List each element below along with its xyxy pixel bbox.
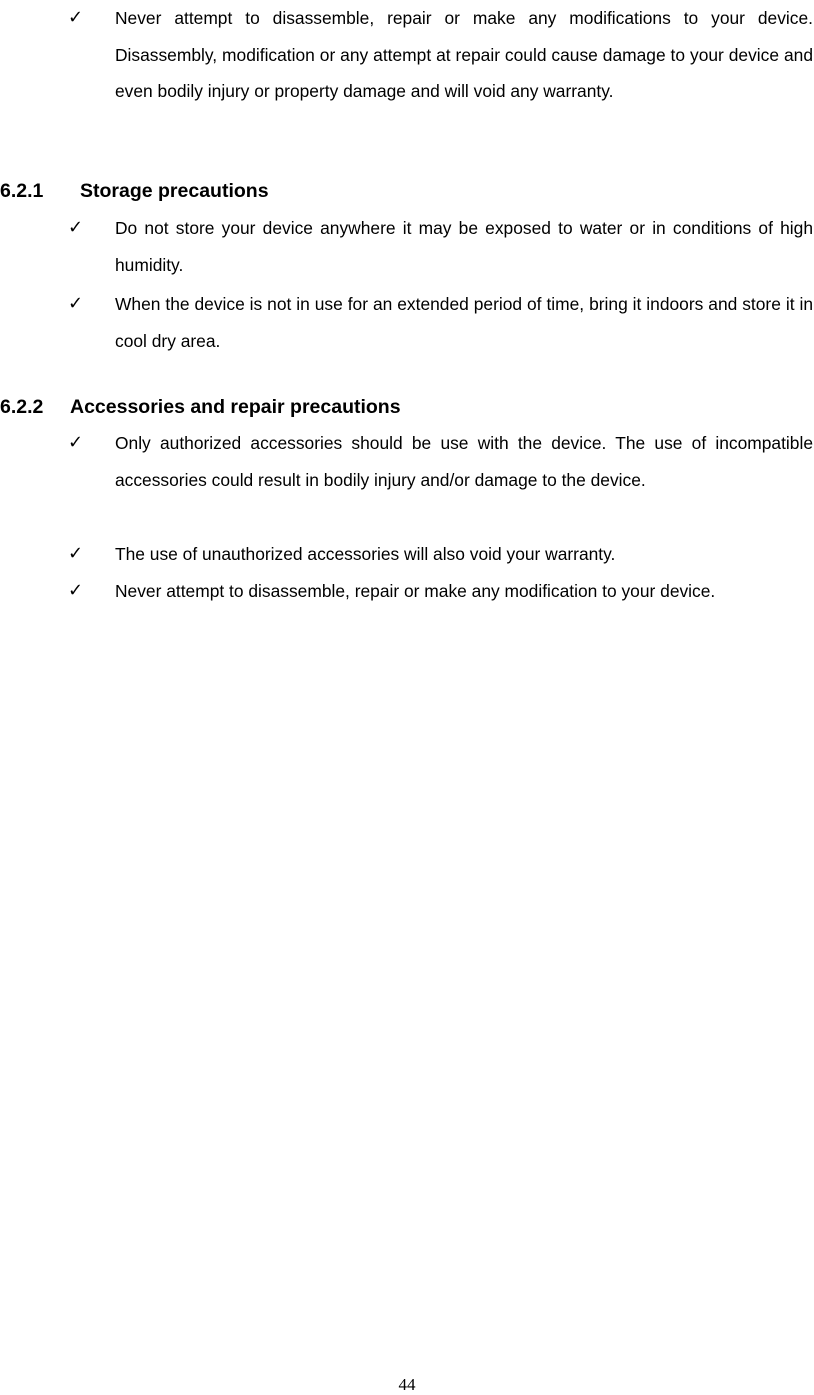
bullet-text: Never attempt to disassemble, repair or make any modification to your device. xyxy=(115,581,716,601)
bullet-text: Only authorized accessories should be use with the device. The use of incompatible accessories could result in bodily injury and/or damage to the device. xyxy=(115,433,813,490)
bullet-text: Never attempt to disassemble, repair or make any modifications to your device. Disassembly, modification or any attempt at repair could cause damage to your device and even bodily injury or property damage and will void any warranty. xyxy=(115,8,813,101)
bullet-text: The use of unauthorized accessories will also void your warranty. xyxy=(115,544,616,564)
page-number: 44 xyxy=(398,1375,416,1394)
section-number: 6.2.1 xyxy=(0,180,44,202)
section-number: 6.2.2 xyxy=(0,396,44,418)
checkmark-icon: ✓ xyxy=(68,217,84,238)
checkmark-icon: ✓ xyxy=(68,580,84,601)
checkmark-icon: ✓ xyxy=(68,543,84,564)
section-heading-storage xyxy=(0,178,269,204)
checkmark-icon: ✓ xyxy=(68,293,84,314)
section-title: Storage precautions xyxy=(80,180,269,202)
section-title: Accessories and repair precautions xyxy=(70,396,401,418)
section-heading-accessories xyxy=(0,394,401,420)
checkmark-icon: ✓ xyxy=(68,7,84,28)
bullet-text: Do not store your device anywhere it may be exposed to water or in conditions of high humidity. xyxy=(115,218,813,275)
bullet-text: When the device is not in use for an extended period of time, bring it indoors and store it in cool dry area. xyxy=(115,294,813,351)
checkmark-icon: ✓ xyxy=(68,432,84,453)
